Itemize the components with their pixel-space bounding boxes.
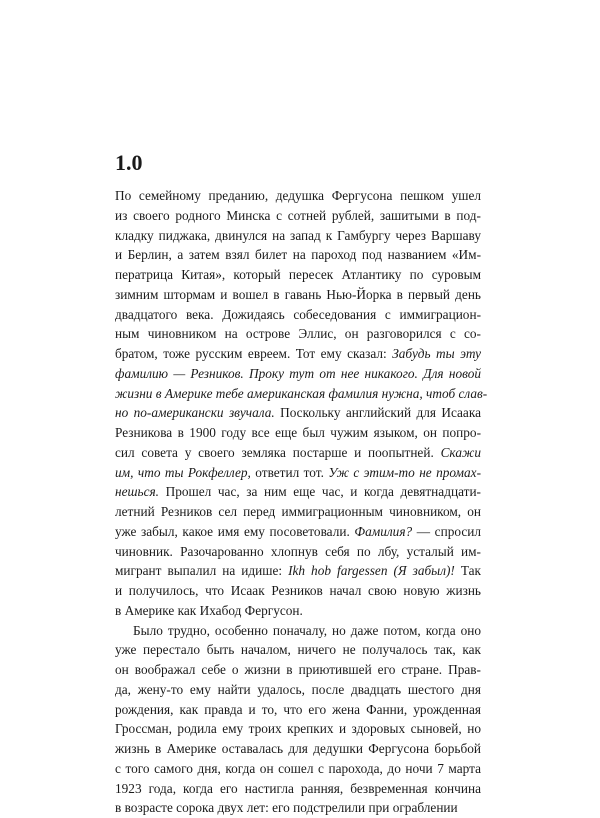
text-segment: и Берлин, а затем взял билет на пароход под названием «Им- <box>115 247 481 262</box>
italic-text: нешься. <box>115 484 159 499</box>
text-segment: Поскольку английский для Исаака <box>275 405 481 420</box>
text-segment: уже забыл, какое имя ему посоветовали. <box>115 524 354 539</box>
text-segment: с того самого дня, когда он сошел с парохода, до ночи 7 марта <box>115 761 481 776</box>
text-line <box>115 542 481 562</box>
text-segment: жизнь в Америке оставалась для дедушки Фергусона борьбой <box>115 741 481 756</box>
text-line <box>115 522 481 542</box>
text-line <box>115 719 481 739</box>
text-line <box>115 186 481 206</box>
text-segment: — спросил <box>412 524 481 539</box>
text-segment: рождения, как правда и то, что его жена Фанни, урожденная <box>115 702 481 717</box>
text-line <box>115 700 481 720</box>
text-line <box>115 403 481 423</box>
text-line <box>115 206 481 226</box>
text-line <box>115 265 481 285</box>
text-segment: из своего родного Минска с сотней рублей, зашитыми в под- <box>115 208 481 223</box>
body-text <box>115 186 481 818</box>
italic-text: Уж с этим-то не промах- <box>328 465 481 480</box>
italic-text: но по-американски звучала. <box>115 405 275 420</box>
text-line <box>115 344 481 364</box>
text-line <box>115 226 481 246</box>
text-line <box>115 561 481 581</box>
text-segment: чиновник. Разочарованно хлопнув себя по лбу, усталый им- <box>115 544 481 559</box>
text-line <box>115 660 481 680</box>
paragraph <box>115 621 481 818</box>
text-segment: ным чиновником на острове Эллис, он разговорился с со- <box>115 326 481 341</box>
text-segment: Так <box>455 563 481 578</box>
text-line <box>115 739 481 759</box>
italic-text: фамилию — Резников. Проку тут от нее никакого. Для новой <box>115 366 481 381</box>
text-line <box>115 482 481 502</box>
text-line <box>115 384 481 404</box>
text-line <box>115 305 481 325</box>
chapter-number: 1.0 <box>115 152 143 174</box>
text-line <box>115 621 481 641</box>
text-segment: мигрант выпалил на идише: <box>115 563 288 578</box>
text-segment: двадцатого века. Дожидаясь собеседования с иммиграцион- <box>115 307 481 322</box>
text-segment: кладку пиджака, двинулся на запад к Гамбургу через Варшаву <box>115 228 481 243</box>
italic-text: Фамилия? <box>354 524 412 539</box>
text-segment: и получилось, что Исаак Резников начал свою новую жизнь <box>115 583 481 598</box>
italic-text: Скажи <box>441 445 481 460</box>
text-line <box>115 285 481 305</box>
italic-text: Забудь ты эту <box>392 346 481 361</box>
text-segment: Гроссман, родила ему троих крепких и здоровых сыновей, но <box>115 721 481 736</box>
text-segment: в возрасте сорока двух лет: его подстрелили при ограблении <box>115 800 458 815</box>
text-segment: Прошел час, за ним еще час, и когда девятнадцати- <box>159 484 481 499</box>
text-line <box>115 463 481 483</box>
text-segment: По семейному преданию, дедушка Фергусона пешком ушел <box>115 188 481 203</box>
text-segment: да, жену-то ему найти удалось, после двадцать шестого дня <box>115 682 481 697</box>
text-line <box>115 680 481 700</box>
text-segment: Резникова в 1900 году все еще был чужим языком, он попро- <box>115 425 481 440</box>
text-line <box>115 798 481 818</box>
text-line <box>115 640 481 660</box>
text-line <box>115 245 481 265</box>
text-segment: 1923 года, когда его настигла ранняя, безвременная кончина <box>115 781 481 796</box>
text-segment: в Америке как Ихабод Фергусон. <box>115 603 303 618</box>
italic-text: Ikh hob fargessen (Я забыл)! <box>288 563 455 578</box>
text-line <box>115 759 481 779</box>
text-line <box>115 324 481 344</box>
text-line <box>115 423 481 443</box>
text-line <box>115 779 481 799</box>
text-segment: летний Резников сел перед иммиграционным чиновником, он <box>115 504 481 519</box>
text-segment: сил совета у своего земляка постарше и поопытней. <box>115 445 441 460</box>
text-segment: он воображал себе о жизни в приютившей его стране. Прав- <box>115 662 481 677</box>
text-segment: уже перестало быть началом, ничего не получалось так, как <box>115 642 481 657</box>
text-line <box>115 601 481 621</box>
text-line <box>115 581 481 601</box>
text-segment: ответил тот. <box>251 465 328 480</box>
text-segment: зимним штормам и вошел в гавань Нью-Йорка в первый день <box>115 287 481 302</box>
text-line <box>115 364 481 384</box>
text-line <box>115 502 481 522</box>
paragraph <box>115 186 481 621</box>
text-segment: ператрица Китая», который пересек Атлантику по суровым <box>115 267 481 282</box>
text-segment: Было трудно, особенно поначалу, но даже потом, когда оно <box>133 623 481 638</box>
italic-text: им, что ты Рокфеллер, <box>115 465 251 480</box>
text-line <box>115 443 481 463</box>
text-segment: братом, тоже русским евреем. Тот ему сказал: <box>115 346 392 361</box>
italic-text: жизни в Америке тебе американская фамилия нужна, чтоб слав- <box>115 386 487 401</box>
